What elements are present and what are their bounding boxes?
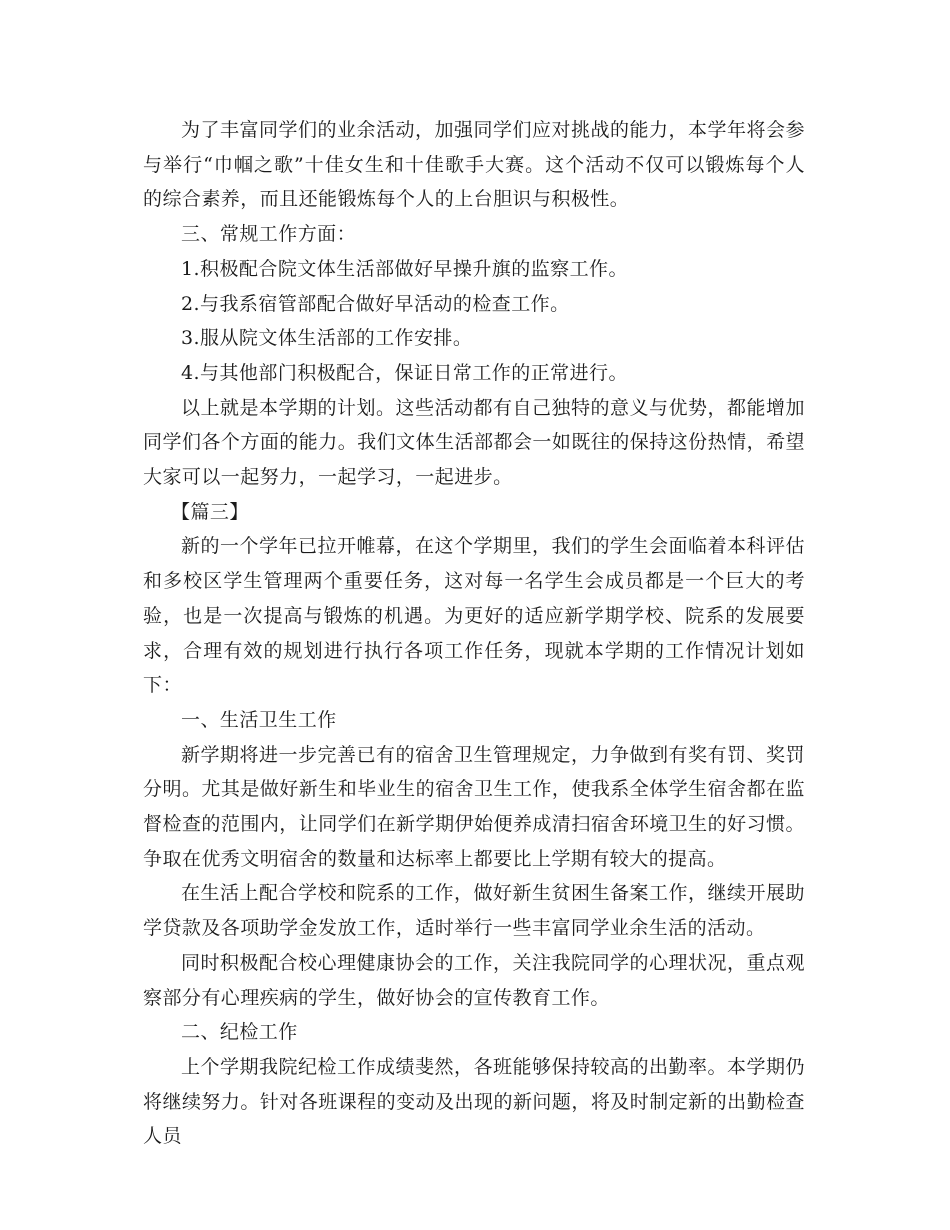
paragraph-activities: 为了丰富同学们的业余活动，加强同学们应对挑战的能力，本学年将会参与举行“巾帼之歌”十佳女生和十佳歌手大赛。这个活动不仅可以锻炼每个人的综合素养，而且还能锻炼每个人的上台胆识与积极性。 [143, 119, 805, 211]
list-item-2: 2.与我系宿管部配合做好早活动的检查工作。 [181, 292, 570, 315]
paragraph-dorm-hygiene: 新学期将进一步完善已有的宿舍卫生管理规定，力争做到有奖有罚、奖罚分明。尤其是做好新生和毕业生的宿舍卫生工作，使我系全体学生宿舍都在监督检查的范围内，让同学们在新学期伊始便养成清扫宿舍环境卫生的好习惯。争取在优秀文明宿舍的数量和达标率上都要比上学期有较大的提高。 [143, 743, 805, 870]
paragraph-intro: 新的一个学年已拉开帷幕，在这个学期里，我们的学生会面临着本科评估和多校区学生管理两个重要任务，这对每一名学生会成员都是一个巨大的考验，也是一次提高与锻炼的机遇。为更好的适应新学期学校、院系的发展要求，合理有效的规划进行执行各项工作任务，现就本学期的工作情况计划如下： [143, 535, 805, 697]
heading-routine-work: 三、常规工作方面： [181, 223, 357, 246]
document-body [143, 113, 805, 1154]
paragraph-life-support: 在生活上配合学校和院系的工作，做好新生贫困生备案工作，继续开展助学贷款及各项助学金发放工作，适时举行一些丰富同学业余生活的活动。 [143, 882, 805, 940]
heading-life-hygiene: 一、生活卫生工作 [181, 708, 337, 731]
paragraph-summary: 以上就是本学期的计划。这些活动都有自己独特的意义与优势，都能增加同学们各个方面的能力。我们文体生活部都会一如既往的保持这份热情，希望大家可以一起努力，一起学习，一起进步。 [143, 396, 805, 489]
list-item-3: 3.服从院文体生活部的工作安排。 [181, 327, 473, 350]
list-item-1: 1.积极配合院文体生活部做好早操升旗的监察工作。 [181, 257, 628, 280]
list-item-4: 4.与其他部门积极配合，保证日常工作的正常进行。 [181, 361, 628, 384]
section-title-part-three: 【篇三】 [171, 500, 249, 523]
paragraph-mental-health: 同时积极配合校心理健康协会的工作，关注我院同学的心理状况，重点观察部分有心理疾病的学生，做好协会的宣传教育工作。 [143, 951, 805, 1009]
paragraph-discipline: 上个学期我院纪检工作成绩斐然，各班能够保持较高的出勤率。本学期仍将继续努力。针对各班课程的变动及出现的新问题，将及时制定新的出勤检查人员 [143, 1055, 805, 1148]
heading-discipline: 二、纪检工作 [181, 1021, 298, 1044]
